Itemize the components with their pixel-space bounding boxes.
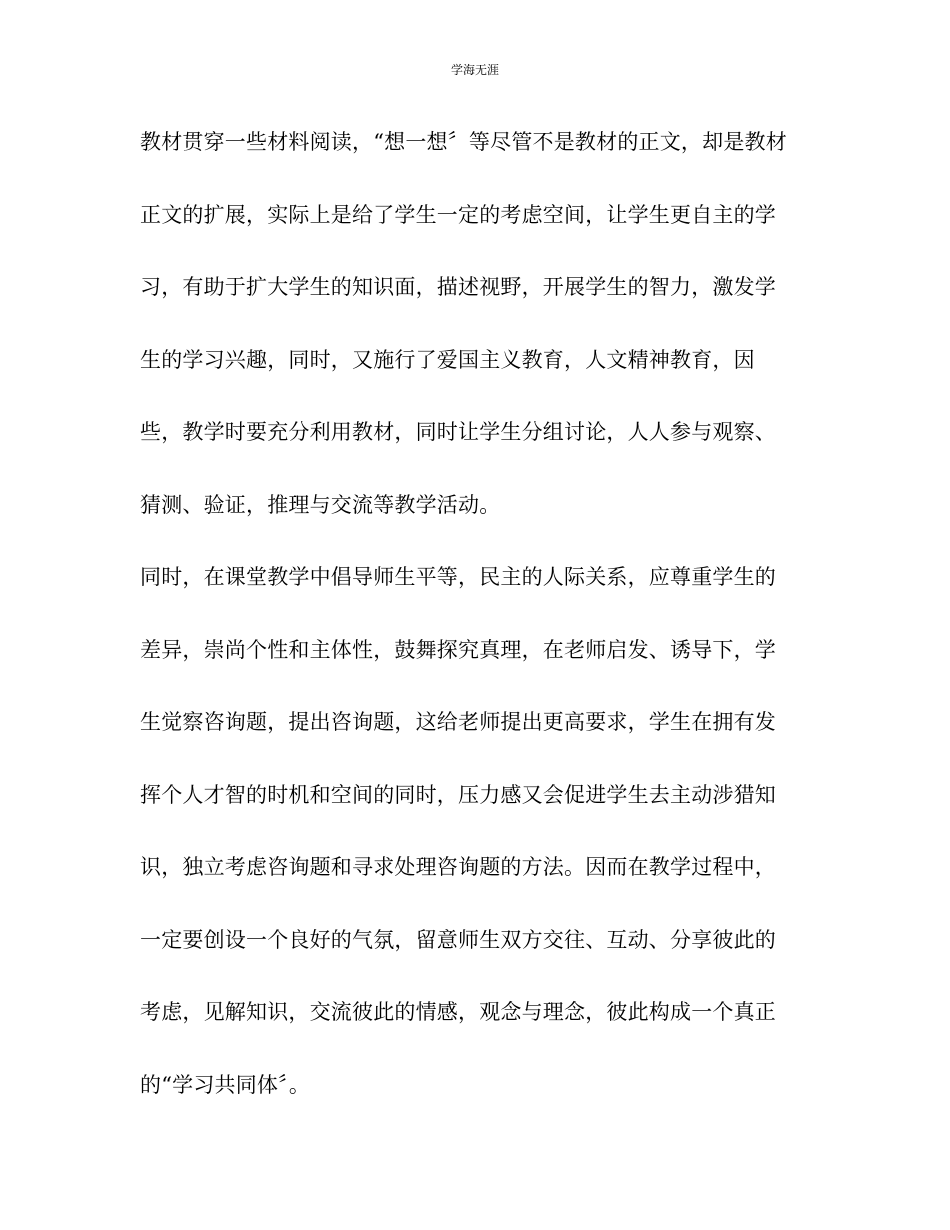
text-line: 教材贯穿一些材料阅读，“想一想〞等尽管不是教材的正文，却是教材 [140,130,787,154]
text-line: 猜测、验证，推理与交流等教学活动。 [140,492,501,517]
text-line: 考虑，见解知识，交流彼此的情感，观念与理念，彼此构成一个真正 [140,1000,776,1024]
page-header: 学海无涯 [450,63,499,77]
body-text [140,122,810,1137]
text-line: 生觉察咨询题，提出咨询题，这给老师提出更高要求，学生在拥有发 [140,710,776,734]
text-line: 习，有助于扩大学生的知识面，描述视野，开展学生的智力，激发学 [140,275,776,299]
text-line: 差异，崇尚个性和主体性，鼓舞探究真理，在老师启发、诱导下，学 [140,637,776,662]
text-line: 正文的扩展，实际上是给了学生一定的考虑空间，让学生更自主的学 [140,202,776,227]
text-line: 一定要创设一个良好的气氛，留意师生双方交往、互动、分享彼此的 [140,927,776,952]
text-line: 挥个人才智的时机和空间的同时，压力感又会促进学生去主动涉猎知 [140,782,776,807]
text-line: 识，独立考虑咨询题和寻求处理咨询题的方法。因而在教学过程中， [140,855,776,879]
text-line: 的“学习共同体〞。 [140,1072,311,1097]
text-line: 生的学习兴趣，同时，又施行了爱国主义教育，人文精神教育，因 [140,347,755,372]
text-line: 些，教学时要充分利用教材，同时让学生分组讨论，人人参与观察、 [140,420,776,444]
text-line: 同时，在课堂教学中倡导师生平等，民主的人际关系，应尊重学生的 [140,565,776,589]
